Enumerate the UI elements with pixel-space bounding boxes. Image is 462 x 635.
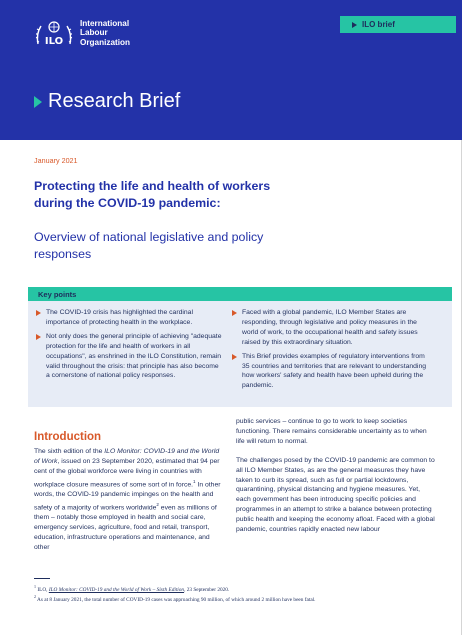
brief-tag-label: ILO brief bbox=[362, 20, 395, 29]
org-name-line-2: Labour bbox=[80, 28, 108, 38]
footnote-number: 1 bbox=[34, 584, 36, 589]
bullet-arrow-icon bbox=[36, 310, 41, 316]
footnote-number: 2 bbox=[34, 594, 36, 599]
key-point bbox=[232, 352, 428, 392]
ilo-globe-icon bbox=[34, 18, 74, 48]
org-name-line-3: Organization bbox=[80, 37, 131, 47]
publication-date: January 2021 bbox=[34, 156, 78, 165]
footnote-divider bbox=[34, 578, 50, 579]
intro-text: In other words, the COVID-19 pandemic impinges on the health and safety of a majority of workers worldwide bbox=[34, 480, 221, 512]
key-point bbox=[232, 308, 428, 348]
bullet-arrow-icon bbox=[36, 334, 41, 340]
triangle-icon bbox=[34, 96, 42, 108]
bullet-arrow-icon bbox=[232, 354, 237, 360]
logo-letters: ILO bbox=[44, 36, 64, 47]
key-points-right-column bbox=[232, 308, 428, 395]
footnote-link[interactable]: ILO Monitor: COVID-19 and the World of Work – Sixth Edition bbox=[48, 586, 185, 593]
footnote-2 bbox=[34, 594, 316, 603]
doc-type-heading bbox=[34, 90, 180, 113]
introduction-right-column bbox=[236, 417, 436, 544]
footnote-ref[interactable]: 1 bbox=[193, 478, 196, 484]
intro-text: even as millions of them – notably those employed in health and social care, emergency services, agriculture, food and retail, transport, education, infrastructure operations and maintenance, and other bbox=[34, 504, 217, 551]
footnote-text: , 23 September 2020. bbox=[184, 586, 230, 593]
intro-text: The sixth edition of the bbox=[34, 448, 105, 455]
key-point-text: The COVID-19 crisis has highlighted the cardinal importance of protecting health in the workplace. bbox=[46, 309, 193, 326]
footnote-ref[interactable]: 2 bbox=[156, 501, 159, 507]
document-title: Protecting the life and health of workers during the COVID-19 pandemic: bbox=[34, 179, 271, 210]
key-point bbox=[36, 332, 224, 382]
intro-italic-title: ILO Monitor: COVID-19 and the World of Work bbox=[34, 448, 220, 465]
footnote-text: ILO, bbox=[36, 586, 49, 593]
introduction-paragraph bbox=[34, 447, 226, 553]
org-name-line-1: International bbox=[80, 18, 130, 28]
document-subtitle: Overview of national legislative and policy responses bbox=[34, 230, 264, 261]
brief-tag bbox=[340, 16, 456, 33]
ilo-logo bbox=[34, 18, 130, 48]
introduction-heading: Introduction bbox=[34, 431, 102, 443]
key-point bbox=[36, 308, 224, 328]
org-name bbox=[80, 19, 130, 48]
key-points-heading: Key points bbox=[28, 287, 452, 301]
key-point-text: This Brief provides examples of regulatory interventions from 35 countries and territories that are relevant to understanding how workers' safety and health have been upheld during the pandemic. bbox=[242, 352, 427, 390]
introduction-left-column bbox=[34, 447, 226, 562]
intro-text: , issued on 23 September 2020, estimated that 94 per cent of the global workforce were living in countries with workplace closure measures of some sort of in force. bbox=[34, 457, 220, 488]
introduction-paragraph: public services – continue to go to work to keep societies functioning. There remains considerable uncertainty as to when life will return to normal. bbox=[236, 418, 427, 445]
key-point-text: Faced with a global pandemic, ILO Member States are responding, through legislative and policy measures in the world of work, to the occupational health and safety issues raised by this extraordinary situation. bbox=[242, 309, 418, 346]
footnote-text: As at 8 January 2021, the total number of COVID-19 cases was approaching 90 million, of which around 2 million have been fatal. bbox=[36, 596, 316, 603]
footnote-1 bbox=[34, 584, 229, 593]
introduction-paragraph: The challenges posed by the COVID-19 pandemic are common to all ILO Member States, as are the general measures they have taken to curb its spread, such as full or partial lockdowns, quarantining, physical distancing and hygiene measures. Yet, each government has been introducing specific policies and programmes in an attempt to strike a balance between protecting public health and keeping the economy afloat. Faced with a global pandemic, countries rapidly enacted new labour bbox=[236, 456, 435, 534]
doc-type-label: Research Brief bbox=[48, 90, 181, 112]
triangle-icon bbox=[352, 22, 357, 28]
header-band bbox=[0, 0, 462, 140]
bullet-arrow-icon bbox=[232, 310, 237, 316]
key-points-left-column bbox=[36, 308, 224, 385]
key-point-text: Not only does the general principle of achieving "adequate protection for the life and health of workers in all occupations", as enshrined in the ILO Constitution, remain valid throughout the crisis: that principle has also become a cornerstone of national policy responses. bbox=[46, 332, 222, 380]
